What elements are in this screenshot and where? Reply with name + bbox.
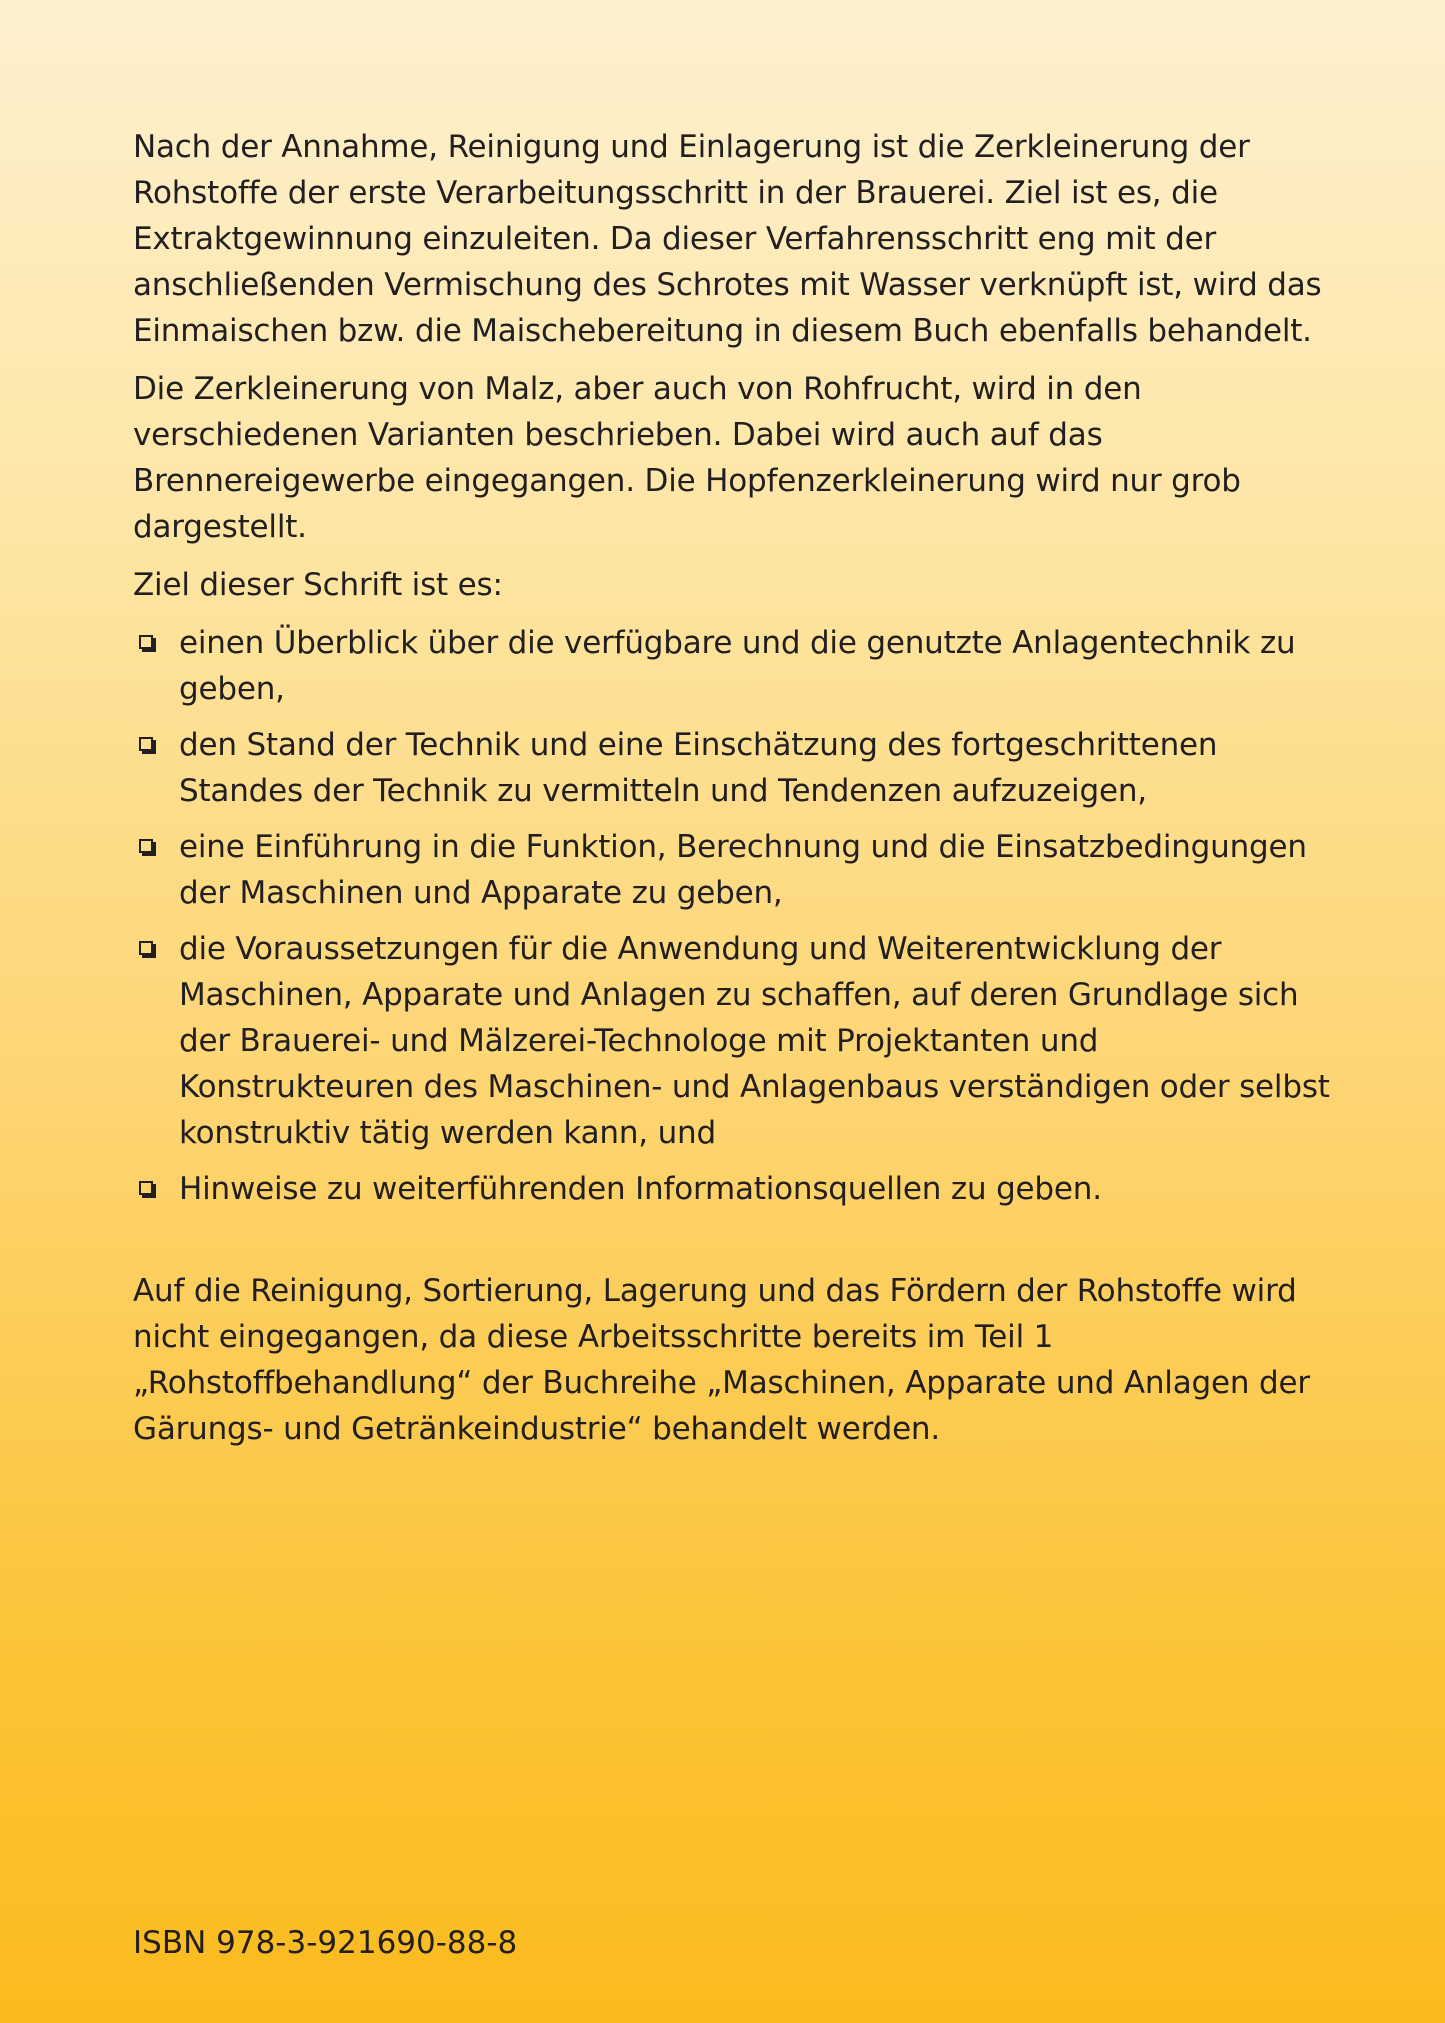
variants-paragraph: Die Zerkleinerung von Malz, aber auch von Rohfrucht, wird in den verschiedenen Varianten beschrieben. Dabei wird auch auf das Brennereigewerbe eingegangen. Die Hopfenzerkleinerung wird nur grob dargestellt.: [133, 371, 1241, 545]
list-item-text: die Voraussetzungen für die Anwendung und Weiterentwicklung der Maschinen, Apparate und Anlagen zu schaffen, auf deren Grundlage sich der Brauerei- und Mälzerei-Technologe mit Projektanten und Konstrukteuren des Maschinen- und Anlagenbaus verständigen oder selbst konstruktiv tätig werden kann, und: [179, 931, 1330, 1151]
aims-heading: Ziel dieser Schrift ist es:: [133, 567, 503, 603]
checkbox-bullet-icon: [139, 941, 153, 955]
list-item-text: den Stand der Technik und eine Einschätzung des fortgeschrittenen Standes der Technik zu vermitteln und Tendenzen aufzuzeigen,: [179, 727, 1218, 809]
list-item: [133, 620, 1333, 712]
checkbox-bullet-icon: [139, 635, 153, 649]
list-item-text: Hinweise zu weiterführenden Informationsquellen zu geben.: [179, 1171, 1102, 1207]
checkbox-bullet-icon: [139, 839, 153, 853]
list-item: [133, 926, 1333, 1156]
checkbox-bullet-icon: [139, 1181, 153, 1195]
aims-list: [133, 620, 1333, 1212]
checkbox-bullet-icon: [139, 737, 153, 751]
intro-paragraph: Nach der Annahme, Reinigung und Einlagerung ist die Zerkleinerung der Rohstoffe der erste Verarbeitungsschritt in der Brauerei. Ziel ist es, die Extraktgewinnung einzuleiten. Da dieser Verfahrensschritt eng mit der anschließenden Vermischung des Schrotes mit Wasser verknüpft ist, wird das Einmaischen bzw. die Maischebereitung in diesem Buch ebenfalls behandelt.: [133, 129, 1322, 349]
list-item-text: eine Einführung in die Funktion, Berechnung und die Einsatzbedingungen der Maschinen und Apparate zu geben,: [179, 829, 1307, 911]
list-item: [133, 824, 1333, 916]
list-item-text: einen Überblick über die verfügbare und die genutzte Anlagentechnik zu geben,: [179, 625, 1296, 707]
list-item: [133, 722, 1333, 814]
isbn-number: ISBN 978-3-921690-88-8: [133, 1925, 518, 1961]
list-item: [133, 1166, 1333, 1212]
back-cover-text: [133, 124, 1333, 1452]
closing-paragraph: Auf die Reinigung, Sortierung, Lagerung und das Fördern der Rohstoffe wird nicht eingegangen, da diese Arbeitsschritte bereits im Teil 1 „Rohstoffbehandlung“ der Buchreihe „Maschinen, Apparate und Anlagen der Gärungs- und Getränkeindustrie“ behandelt werden.: [133, 1273, 1310, 1447]
